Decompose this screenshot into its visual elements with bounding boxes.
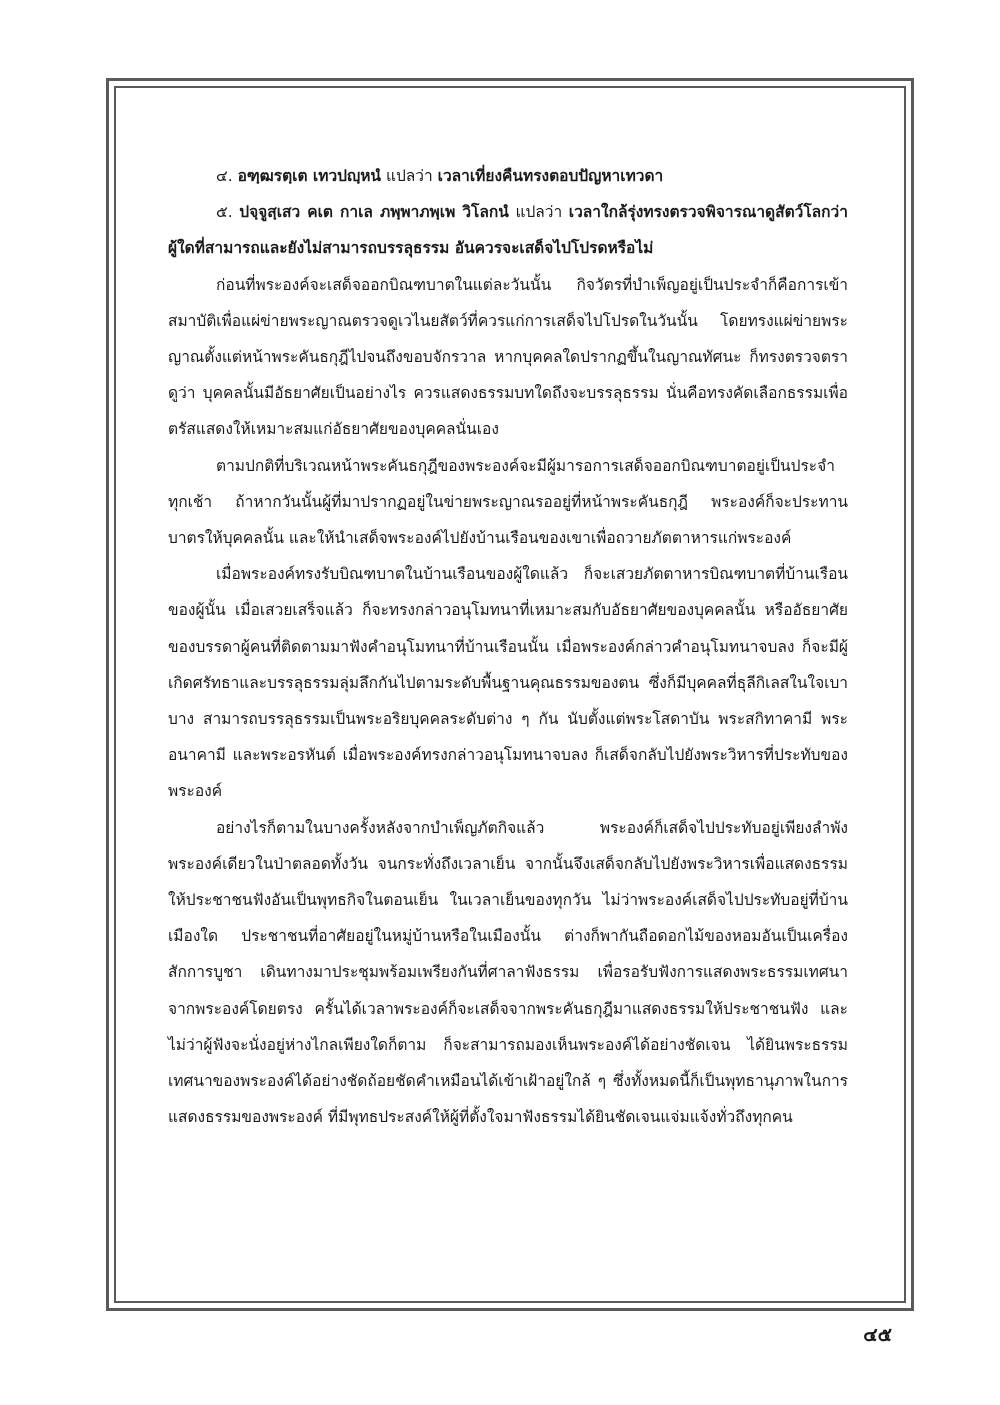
- page-number: ๔๕: [863, 1324, 892, 1346]
- page-body: [168, 158, 848, 1135]
- list-item-5: ๕. ปจฺจูสฺเสว คเต กาเล ภพฺพาภพฺเพ วิโลกนํ แปลว่า เวลาใกล้รุ่งทรงตรวจพิจารณาดูสัตว์โลกว่า ผู้ใดที่สามารถและยังไม่สามารถบรรลุธรรม อันควรจะเสด็จไปโปรดหรือไม่: [168, 203, 848, 258]
- paragraph-1: ก่อนที่พระองค์จะเสด็จออกบิณฑบาตในแต่ละวันนั้น กิจวัตรที่บำเพ็ญอยู่เป็นประจำก็คือการเข้าสมาบัติเพื่อแผ่ข่ายพระญาณตรวจดูเวไนยสัตว์ที่ควรแก่การเสด็จไปโปรดในวันนั้น โดยทรงแผ่ข่ายพระญาณตั้งแต่หน้าพระคันธกุฎีไปจนถึงขอบจักรวาล หากบุคคลใดปรากฏขึ้นในญาณทัศนะ ก็ทรงตรวจตราดูว่า บุคคลนั้นมีอัธยาศัยเป็นอย่างไร ควรแสดงธรรมบทใดถึงจะบรรลุธรรม นั่นคือทรงคัดเลือกธรรมเพื่อตรัสแสดงให้เหมาะสมแก่อัธยาศัยของบุคคลนั่นเอง: [168, 275, 848, 439]
- paragraph-2: ตามปกติที่บริเวณหน้าพระคันธกุฎีของพระองค์จะมีผู้มารอการเสด็จออกบิณฑบาตอยู่เป็นประจำทุกเช้า ถ้าหากวันนั้นผู้ที่มาปรากฏอยู่ในข่ายพระญาณรออยู่ที่หน้าพระคันธกุฎี พระองค์ก็จะประทานบาตรให้บุคคลนั้น และให้นำเสด็จพระองค์ไปยังบ้านเรือนของเขาเพื่อถวายภัตตาหารแก่พระองค์: [168, 456, 848, 548]
- paragraph-3: เมื่อพระองค์ทรงรับบิณฑบาตในบ้านเรือนของผู้ใดแล้ว ก็จะเสวยภัตตาหารบิณฑบาตที่บ้านเรือนของผู้นั้น เมื่อเสวยเสร็จแล้ว ก็จะทรงกล่าวอนุโมทนาที่เหมาะสมกับอัธยาศัยของบุคคลนั้น หรืออัธยาศัยของบรรดาผู้คนที่ติดตามมาฟังคำอนุโมทนาที่บ้านเรือนนั้น เมื่อพระองค์กล่าวคำอนุโมทนาจบลง ก็จะมีผู้เกิดศรัทธาและบรรลุธรรมลุ่มลึกกันไปตามระดับพื้นฐานคุณธรรมของตน ซึ่งก็มีบุคคลที่ธุลีกิเลสในใจเบาบาง สามารถบรรลุธรรมเป็นพระอริยบุคคลระดับต่าง ๆ กัน นับตั้งแต่พระโสดาบัน พระสกิทาคามี พระอนาคามี และพระอรหันต์ เมื่อพระองค์ทรงกล่าวอนุโมทนาจบลง ก็เสด็จกลับไปยังพระวิหารที่ประทับของพระองค์: [168, 565, 848, 801]
- list-item-4: ๔. อฑฺฒรตฺเต เทวปญฺหนํ แปลว่า เวลาเที่ยงคืนทรงตอบปัญหาเทวดา: [216, 167, 664, 185]
- paragraph-4: อย่างไรก็ตามในบางครั้งหลังจากบำเพ็ญภัตกิจแล้ว พระองค์ก็เสด็จไปประทับอยู่เพียงลำพังพระองค์เดียวในป่าตลอดทั้งวัน จนกระทั่งถึงเวลาเย็น จากนั้นจึงเสด็จกลับไปยังพระวิหารเพื่อแสดงธรรมให้ประชาชนฟังอันเป็นพุทธกิจในตอนเย็น ในเวลาเย็นของทุกวัน ไม่ว่าพระองค์เสด็จไปประทับอยู่ที่บ้านเมืองใด ประชาชนที่อาศัยอยู่ในหมู่บ้านหรือในเมืองนั้น ต่างก็พากันถือดอกไม้ของหอมอันเป็นเครื่องสักการบูชา เดินทางมาประชุมพร้อมเพรียงกันที่ศาลาฟังธรรม เพื่อรอรับฟังการแสดงพระธรรมเทศนาจากพระองค์โดยตรง ครั้นได้เวลาพระองค์ก็จะเสด็จจากพระคันธกุฎีมาแสดงธรรมให้ประชาชนฟัง และไม่ว่าผู้ฟังจะนั่งอยู่ห่างไกลเพียงใดก็ตาม ก็จะสามารถมองเห็นพระองค์ได้อย่างชัดเจน ได้ยินพระธรรมเทศนาของพระองค์ได้อย่างชัดถ้อยชัดคำเหมือนได้เข้าเฝ้าอยู่ใกล้ ๆ ซึ่งทั้งหมดนี้ก็เป็นพุทธานุภาพในการแสดงธรรมของพระองค์ ที่มีพุทธประสงค์ให้ผู้ที่ตั้งใจมาฟังธรรมได้ยินชัดเจนแจ่มแจ้งทั่วถึงทุกคน: [168, 818, 848, 1127]
